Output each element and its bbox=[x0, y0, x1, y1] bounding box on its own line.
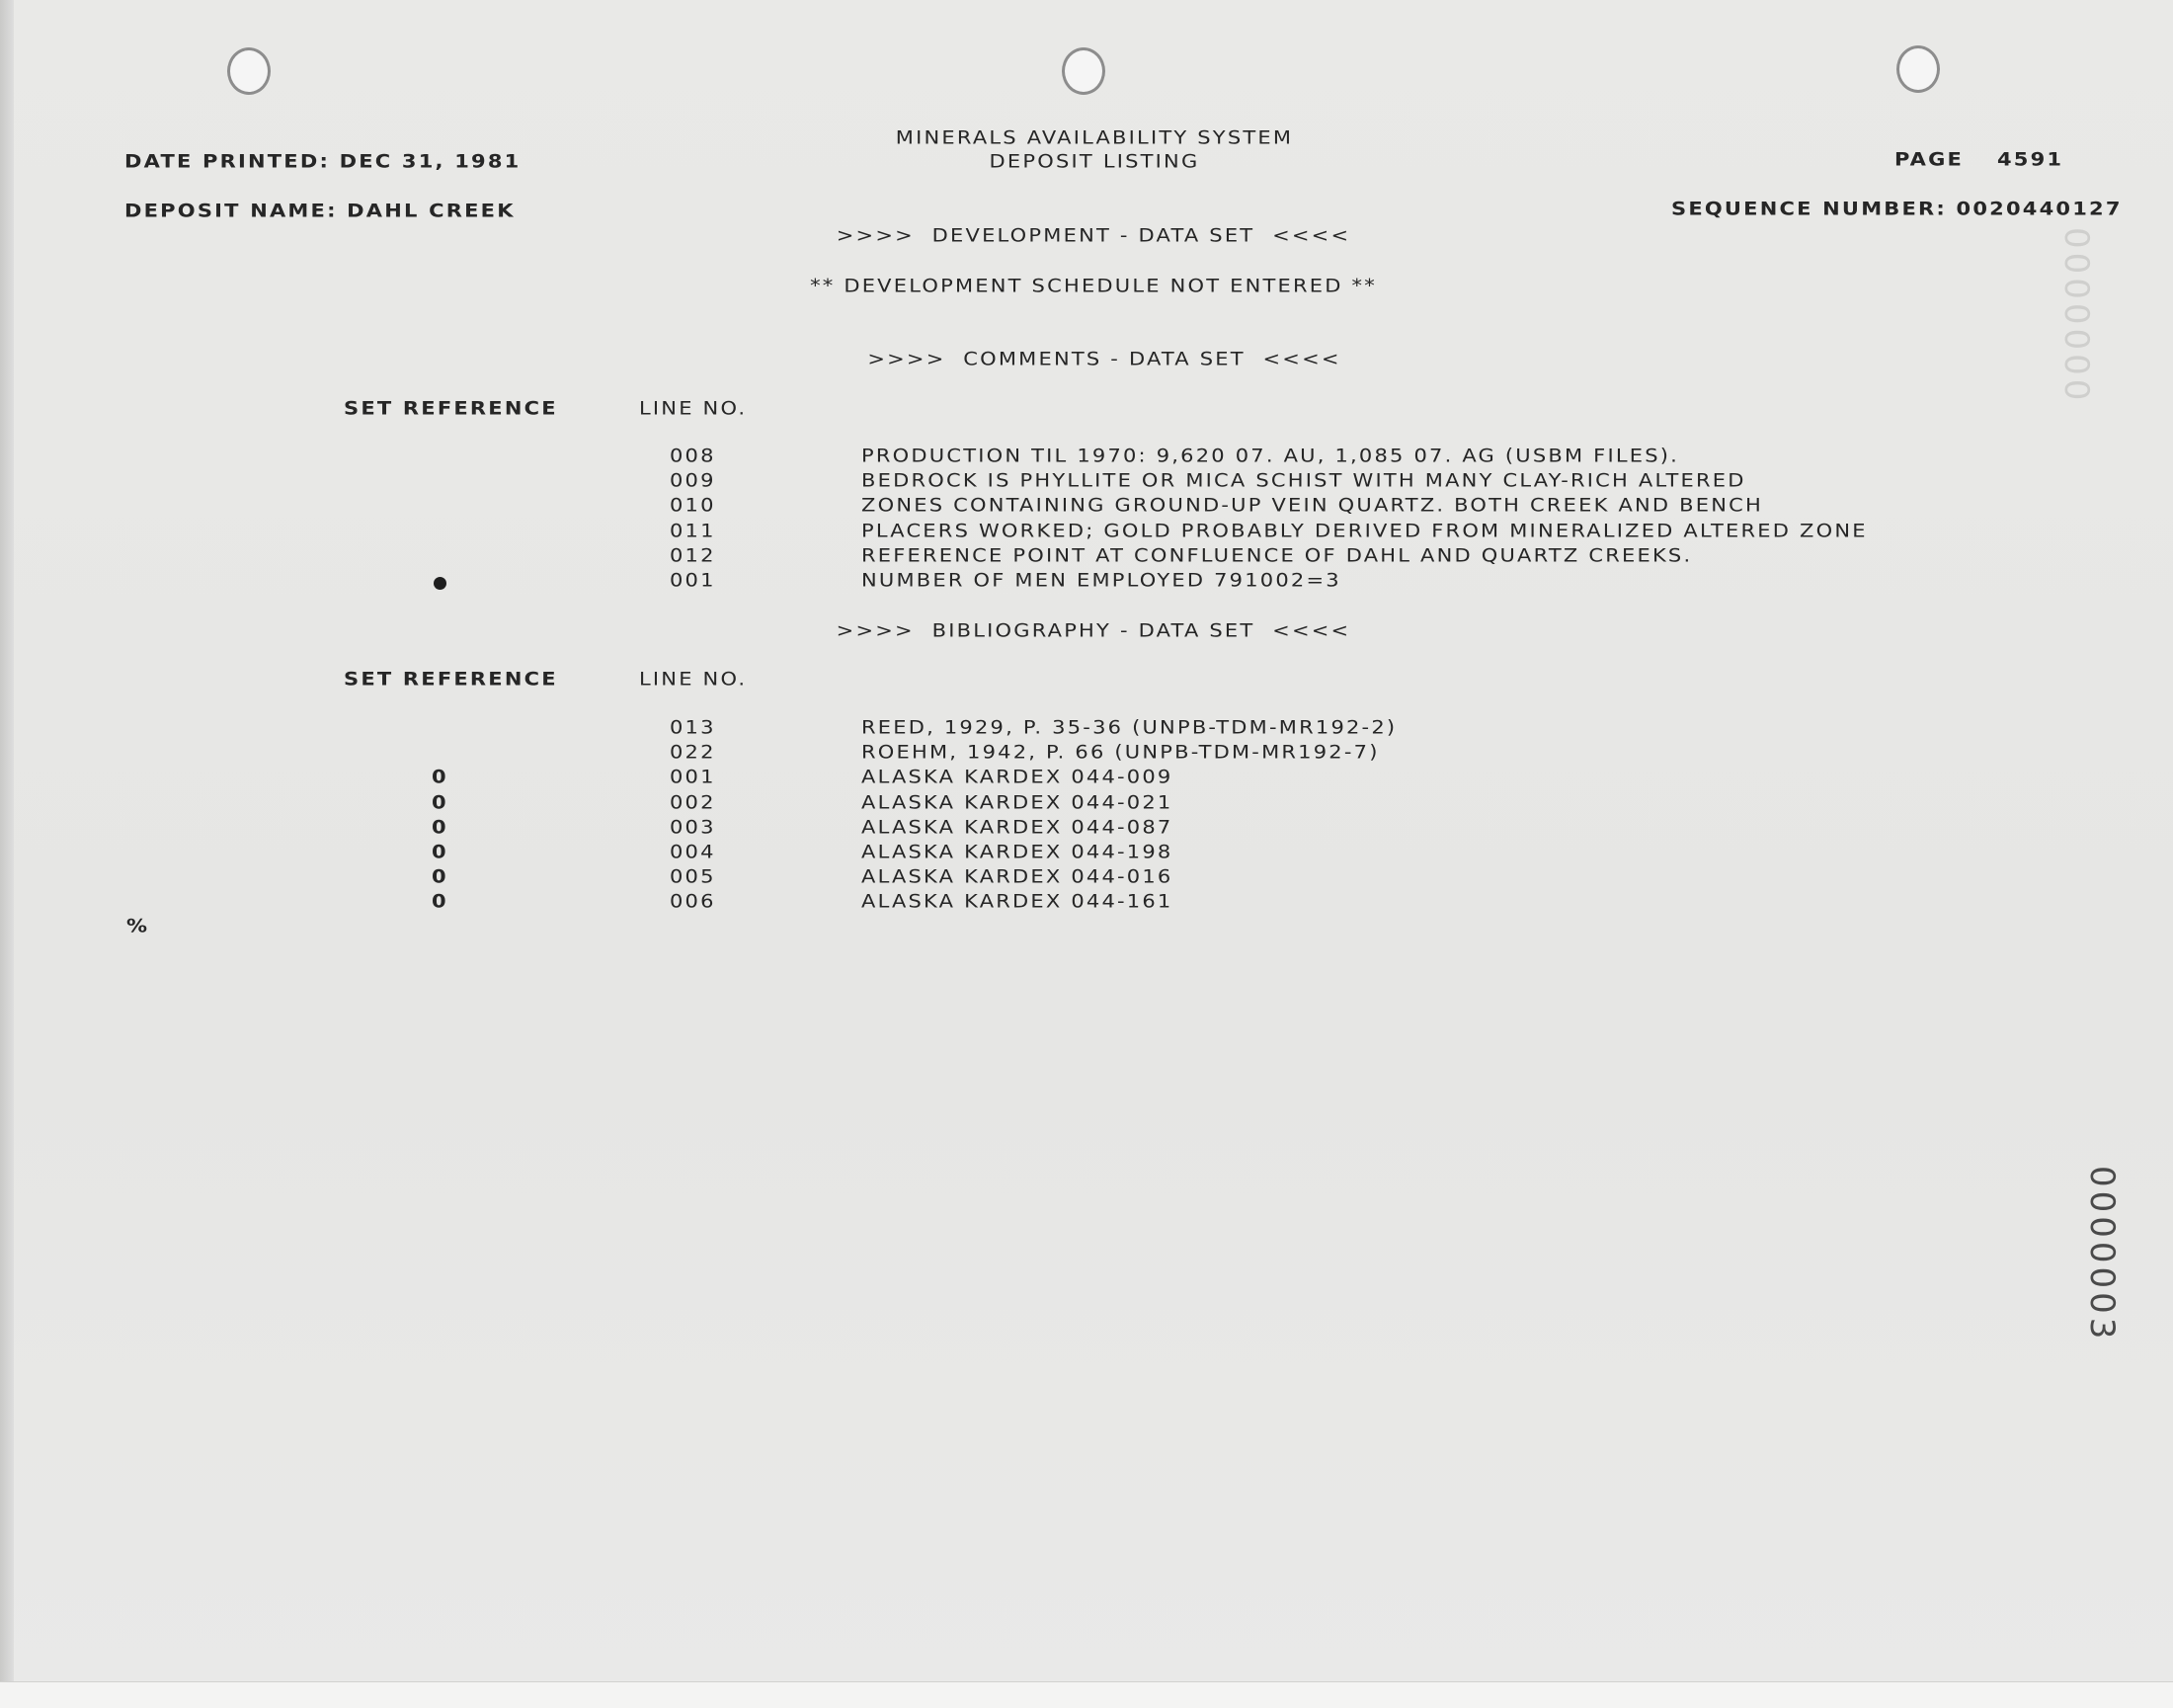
line-text: REED, 1929, P. 35-36 (UNPB-TDM-MR192-2) bbox=[861, 716, 1398, 738]
date-printed: DATE PRINTED: DEC 31, 1981 bbox=[124, 150, 522, 172]
set-reference: 0 bbox=[432, 790, 448, 813]
punch-hole bbox=[1896, 45, 1940, 93]
line-text: ROEHM, 1942, P. 66 (UNPB-TDM-MR192-7) bbox=[861, 741, 1380, 763]
line-number: 011 bbox=[670, 519, 716, 541]
line-number: 001 bbox=[670, 766, 716, 788]
comments-section-title: >>>> COMMENTS - DATA SET <<<< bbox=[867, 348, 1341, 369]
line-number: 010 bbox=[670, 494, 716, 517]
line-text: BEDROCK IS PHYLLITE OR MICA SCHIST WITH MANY CLAY-RICH ALTERED bbox=[861, 469, 1746, 491]
line-number: 002 bbox=[670, 790, 716, 813]
listing-title: DEPOSIT LISTING bbox=[989, 150, 1200, 172]
line-number: 012 bbox=[670, 543, 716, 566]
side-stamp: 0000003 bbox=[2082, 1166, 2122, 1343]
line-text: NUMBER OF MEN EMPLOYED 791002=3 bbox=[861, 569, 1341, 591]
system-title: MINERALS AVAILABILITY SYSTEM bbox=[895, 126, 1294, 148]
line-text: ALASKA KARDEX 044-161 bbox=[861, 890, 1173, 913]
set-reference: 0 bbox=[432, 890, 448, 913]
bibliography-section-title: >>>> BIBLIOGRAPHY - DATA SET <<<< bbox=[836, 619, 1351, 641]
line-number: 022 bbox=[670, 741, 716, 763]
faint-side-stamp: 0000000 bbox=[2056, 227, 2096, 405]
development-section-title: >>>> DEVELOPMENT - DATA SET <<<< bbox=[836, 224, 1351, 246]
punch-hole bbox=[227, 47, 271, 95]
line-number: 006 bbox=[670, 890, 716, 913]
bibliography-col-set-reference: SET REFERENCE bbox=[344, 668, 558, 690]
line-number: 009 bbox=[670, 469, 716, 491]
line-text: PLACERS WORKED; GOLD PROBABLY DERIVED FROM MINERALIZED ALTERED ZONE bbox=[861, 519, 1868, 541]
set-reference: 0 bbox=[432, 841, 448, 862]
comments-col-line-no: LINE NO. bbox=[639, 397, 748, 419]
line-number: 001 bbox=[670, 569, 716, 591]
deposit-name: DEPOSIT NAME: DAHL CREEK bbox=[124, 200, 516, 221]
line-number: 005 bbox=[670, 865, 716, 887]
line-text: ZONES CONTAINING GROUND-UP VEIN QUARTZ. BOTH CREEK AND BENCH bbox=[861, 494, 1764, 517]
set-reference: 0 bbox=[432, 815, 448, 838]
line-text: ALASKA KARDEX 044-021 bbox=[861, 790, 1173, 813]
line-text: PRODUCTION TIL 1970: 9,620 07. AU, 1,085 07. AG (USBM FILES). bbox=[861, 445, 1680, 466]
line-number: 008 bbox=[670, 445, 716, 466]
footer-mark: % bbox=[126, 915, 150, 936]
line-text: REFERENCE POINT AT CONFLUENCE OF DAHL AND QUARTZ CREEKS. bbox=[861, 543, 1693, 566]
line-text: ALASKA KARDEX 044-198 bbox=[861, 841, 1173, 862]
line-text: ALASKA KARDEX 044-016 bbox=[861, 865, 1173, 887]
bibliography-col-line-no: LINE NO. bbox=[639, 668, 748, 690]
line-number: 003 bbox=[670, 815, 716, 838]
sequence-number: SEQUENCE NUMBER: 0020440127 bbox=[1671, 198, 2123, 219]
page-number: 4591 bbox=[1997, 148, 2064, 170]
set-reference-mark bbox=[434, 577, 446, 590]
set-reference: 0 bbox=[432, 766, 448, 788]
page-edge bbox=[0, 0, 14, 1707]
line-text: ALASKA KARDEX 044-009 bbox=[861, 766, 1173, 788]
punch-hole bbox=[1062, 47, 1105, 95]
page-label: PAGE bbox=[1894, 148, 1965, 170]
comments-col-set-reference: SET REFERENCE bbox=[344, 397, 558, 419]
page-bottom-edge bbox=[0, 1681, 2173, 1708]
line-text: ALASKA KARDEX 044-087 bbox=[861, 815, 1173, 838]
set-reference: 0 bbox=[432, 865, 448, 887]
line-number: 004 bbox=[670, 841, 716, 862]
line-number: 013 bbox=[670, 716, 716, 738]
development-note: ** DEVELOPMENT SCHEDULE NOT ENTERED ** bbox=[810, 275, 1377, 296]
